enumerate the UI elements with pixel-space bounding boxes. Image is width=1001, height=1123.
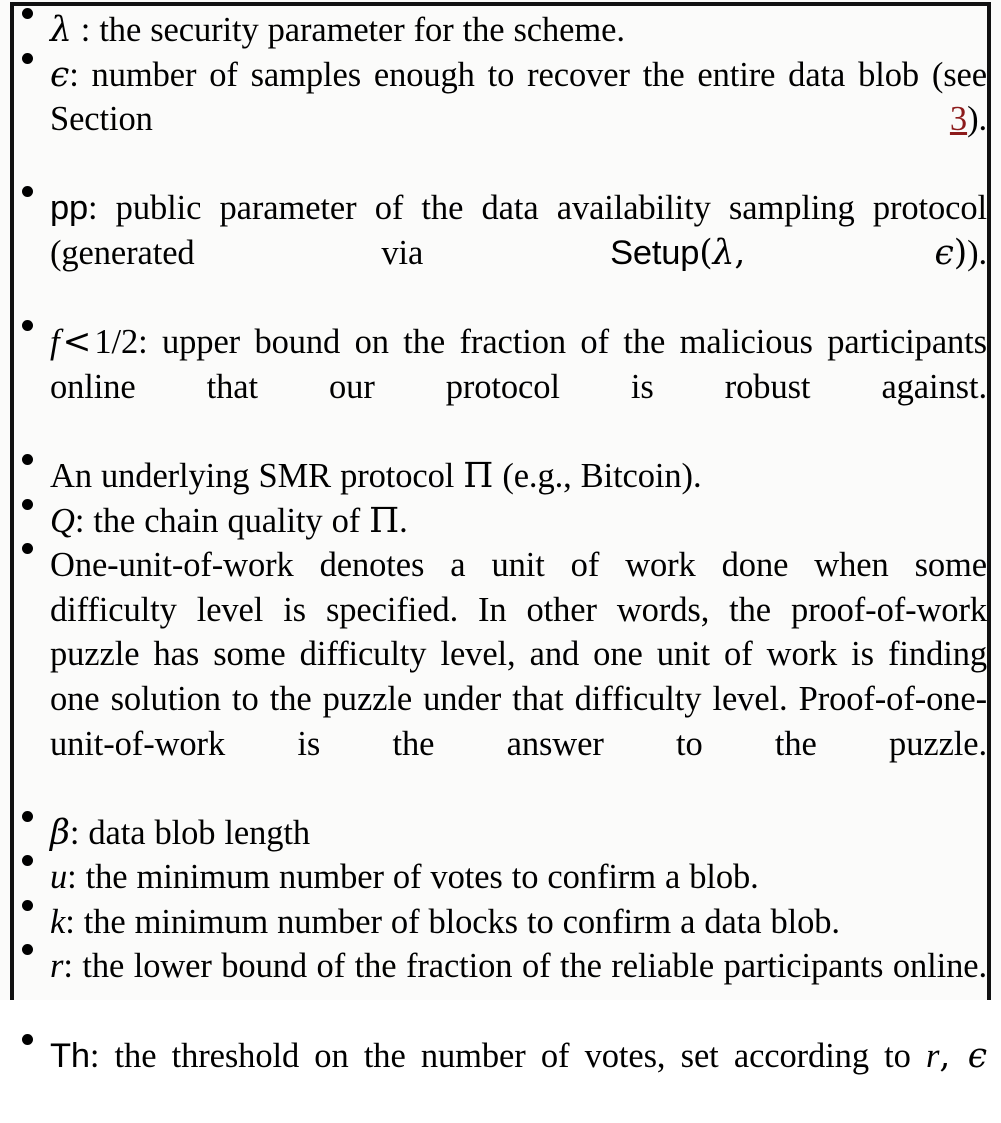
list-item-text: One-unit-of-work denotes a unit of work done when some difficulty level is specified. In other words, the proof-of-work puzzle has some difficulty level, and one unit of work is finding one solution to the puzzle under that difficulty level. Proof-of-one-unit-of-work is the answer to the puzzle. — [50, 546, 987, 763]
arg-epsilon: ϵ — [934, 232, 954, 273]
notation-list — [14, 8, 988, 1076]
bullet-icon — [22, 900, 33, 911]
list-item-text — [50, 53, 987, 187]
list-item-text — [50, 499, 987, 544]
symbol-k: k — [50, 902, 66, 941]
symbol-r: r — [50, 947, 64, 986]
list-item-text — [50, 454, 987, 499]
list-item-text — [50, 811, 987, 856]
arg-separator: , — [734, 232, 935, 273]
symbol-beta: β — [50, 812, 70, 853]
function-setup: Setup — [610, 233, 700, 272]
paren-open: ( — [699, 232, 713, 273]
symbol-q: Q — [50, 501, 75, 540]
relation-less-than: < — [62, 322, 92, 363]
list-item — [14, 855, 987, 900]
section-reference-link[interactable]: 3 — [949, 100, 968, 139]
list-item — [14, 811, 987, 856]
symbol-epsilon: ϵ — [50, 54, 70, 95]
definition-text-tail: . — [399, 501, 408, 540]
definition-text: An underlying SMR protocol — [50, 456, 464, 495]
list-item-text — [50, 855, 987, 900]
definition-text: : number of samples enough to recover the entire data blob (see Section — [50, 55, 987, 139]
bullet-icon — [22, 186, 33, 197]
definition-text-tail: (e.g., Bitcoin). — [493, 456, 702, 495]
definition-text: : public parameter of the data availability sampling protocol (generated via — [50, 189, 987, 272]
list-item — [14, 944, 987, 1033]
symbol-pi: Π — [369, 500, 400, 541]
definition-text: : the lower bound of the fraction of the reliable participants online. — [63, 947, 987, 986]
param-separator: , — [939, 1035, 968, 1076]
symbol-th: Th — [50, 1036, 90, 1075]
list-item — [14, 499, 987, 544]
definition-text: : upper bound on the fraction of the malicious participants online that our protocol is robust against. — [50, 323, 987, 406]
bullet-icon — [22, 543, 33, 554]
symbol-lambda: λ — [50, 10, 72, 50]
definition-text: : the chain quality of — [74, 501, 370, 540]
bullet-icon — [22, 1034, 33, 1045]
paren-close: ) — [953, 232, 968, 273]
bullet-icon — [22, 811, 33, 822]
frame-top-rule — [10, 2, 991, 6]
definition-text: : the threshold on the number of votes, set according to — [89, 1036, 927, 1075]
list-item — [14, 8, 987, 53]
bullet-icon — [22, 855, 33, 866]
symbol-pp: pp — [50, 189, 88, 228]
value-one-half: 1/2 — [94, 323, 139, 362]
definition-text: : the minimum number of votes to confirm a blob. — [67, 858, 759, 897]
list-item-text — [50, 1034, 987, 1123]
bullet-icon — [22, 8, 33, 19]
list-item — [14, 320, 987, 454]
symbol-f: f — [50, 323, 60, 362]
symbol-pi: Π — [463, 455, 494, 496]
frame-right-rule — [987, 2, 991, 1000]
bullet-icon — [22, 944, 33, 955]
definition-text: : the minimum number of blocks to confirm a data blob. — [65, 902, 840, 941]
definition-text: : data blob length — [69, 813, 311, 852]
bullet-icon — [22, 53, 33, 64]
arg-lambda: λ — [712, 232, 735, 273]
bullet-icon — [22, 499, 33, 510]
param-r: r — [926, 1036, 940, 1075]
definition-text: : the security parameter for the scheme. — [71, 11, 625, 49]
definition-text-tail: ). — [967, 100, 987, 139]
list-item — [14, 900, 987, 945]
list-item-text — [50, 944, 987, 1033]
list-item-text — [50, 186, 987, 320]
bullet-icon — [22, 320, 33, 331]
bullet-icon — [22, 454, 33, 465]
list-item-text — [50, 320, 987, 454]
list-item — [14, 186, 987, 320]
list-item — [14, 53, 987, 187]
definition-text-tail: ). — [967, 233, 987, 272]
list-item-text — [50, 900, 987, 945]
symbol-u: u — [50, 858, 68, 897]
param-epsilon: ϵ — [967, 1035, 988, 1076]
list-item — [14, 543, 987, 811]
list-item — [14, 1034, 987, 1123]
list-item-text — [50, 8, 987, 53]
list-item — [14, 454, 987, 499]
